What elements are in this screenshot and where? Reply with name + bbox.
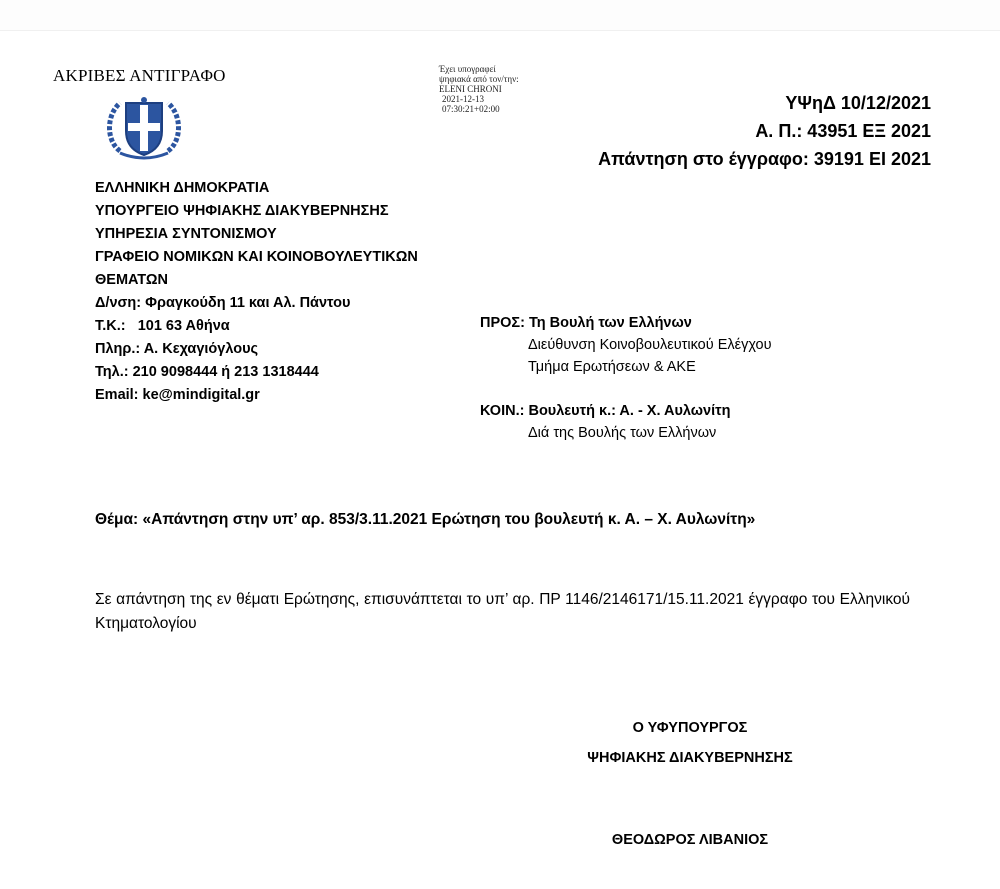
sender-address: Δ/νση: Φραγκούδη 11 και Αλ. Πάντου — [95, 295, 351, 311]
protocol-number: Α. Π.: 43951 ΕΞ 2021 — [755, 121, 931, 141]
sender-email: Email: ke@mindigital.gr — [95, 387, 260, 403]
document-subject: Θέμα: «Απάντηση στην υπ’ αρ. 853/3.11.2021 Ερώτηση του βουλευτή κ. Α. – Χ. Αυλωνίτη» — [95, 511, 756, 528]
document-body: Σε απάντηση της εν θέματι Ερώτησης, επισυνάπτεται το υπ’ αρ. ΠΡ 1146/2146171/15.11.2021 έγγραφο του Ελληνικού Κτηματολογίου — [95, 591, 910, 632]
signatory-title-line-1: Ο ΥΦΥΠΟΥΡΓΟΣ — [632, 720, 748, 736]
sender-phone: Τηλ.: 210 9098444 ή 213 1318444 — [95, 364, 319, 380]
signature-time: 07:30:21+02:00 — [442, 104, 500, 114]
reply-reference: Απάντηση στο έγγραφο: 39191 ΕΙ 2021 — [598, 149, 931, 169]
recipient-cc: ΚΟΙΝ.: Βουλευτή κ.: Α. - Χ. Αυλωνίτη — [480, 403, 731, 419]
sender-line: ΥΠΗΡΕΣΙΑ ΣΥΝΤΟΝΙΣΜΟΥ — [95, 226, 277, 242]
sender-line: ΘΕΜΑΤΩΝ — [95, 272, 168, 288]
page-top-edge — [0, 0, 1000, 31]
sender-block — [95, 177, 418, 407]
signature-line-1: Έχει υπογραφεί — [439, 64, 496, 74]
signatory-name: ΘΕΟΔΩΡΟΣ ΛΙΒΑΝΙΟΣ — [611, 832, 769, 848]
digital-signature-stamp — [439, 64, 519, 114]
recipient-to-department: Διεύθυνση Κοινοβουλευτικού Ελέγχου — [528, 337, 772, 353]
recipient-cc-via: Διά της Βουλής των Ελλήνων — [528, 425, 717, 441]
greek-coat-of-arms-icon — [100, 93, 188, 163]
sender-contact-person: Πληρ.: Α. Κεχαγιόγλους — [95, 341, 259, 357]
signature-date: 2021-12-13 — [442, 94, 484, 104]
certified-copy-stamp: ΑΚΡΙΒΕΣ ΑΝΤΙΓΡΑΦΟ — [53, 66, 226, 85]
sender-postcode: Τ.Κ.: 101 63 Αθήνα — [95, 318, 230, 334]
sender-line: ΓΡΑΦΕΙΟ ΝΟΜΙΚΩΝ ΚΑΙ ΚΟΙΝΟΒΟΥΛΕΥΤΙΚΩΝ — [95, 249, 418, 265]
recipients-block — [480, 312, 772, 444]
signatory-title — [480, 713, 900, 773]
signature-line-2: ψηφιακά από τον/την: — [439, 74, 519, 84]
document-references — [598, 89, 931, 173]
reference-date: ΥΨηΔ 10/12/2021 — [785, 93, 931, 113]
sender-line: ΥΠΟΥΡΓΕΙΟ ΨΗΦΙΑΚΗΣ ΔΙΑΚΥΒΕΡΝΗΣΗΣ — [95, 203, 389, 219]
recipient-to: ΠΡΟΣ: Τη Βουλή των Ελλήνων — [480, 315, 692, 331]
signature-signer: ELENI CHRONI — [439, 84, 502, 94]
recipient-to-section: Τμήμα Ερωτήσεων & ΑΚΕ — [528, 359, 696, 375]
sender-line: ΕΛΛΗΝΙΚΗ ΔΗΜΟΚΡΑΤΙΑ — [95, 180, 270, 196]
signatory-title-line-2: ΨΗΦΙΑΚΗΣ ΔΙΑΚΥΒΕΡΝΗΣΗΣ — [587, 750, 793, 766]
